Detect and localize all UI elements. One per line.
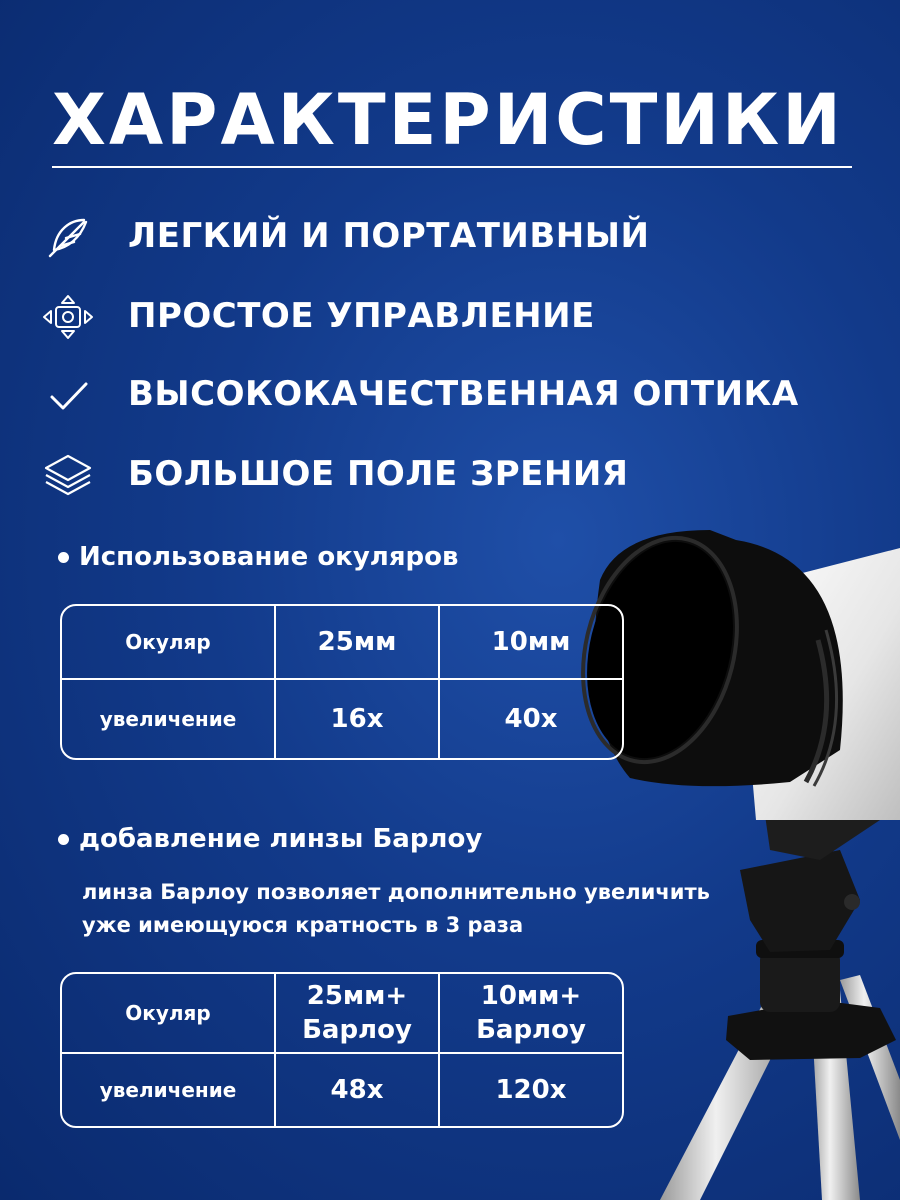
table-cell: Окуляр (62, 974, 276, 1054)
barlow-note (82, 876, 722, 942)
bullet-dot (58, 834, 69, 845)
table-cell: 120x (495, 1075, 567, 1105)
title-divider (52, 166, 852, 168)
table-cell: 48x (276, 1054, 440, 1126)
feature-item-field-of-view (40, 444, 840, 504)
feature-label: ВЫСОКОКАЧЕСТВЕННАЯ ОПТИКА (128, 374, 799, 414)
table-cell: 25мм (276, 606, 440, 680)
feature-label: БОЛЬШОЕ ПОЛЕ ЗРЕНИЯ (128, 454, 629, 494)
feature-label: ПРОСТОЕ УПРАВЛЕНИЕ (128, 296, 595, 336)
eyepiece-section-heading (58, 542, 458, 572)
table-cell: 10мм+ Барлоу (440, 974, 622, 1054)
barlow-table (60, 972, 624, 1128)
feature-item-optics (40, 364, 840, 424)
layers-icon (40, 450, 96, 500)
eyepiece-table (60, 604, 624, 760)
direction-pad-icon (40, 292, 96, 342)
page-title: ХАРАКТЕРИСТИКИ (52, 79, 844, 161)
table-cell: увеличение (62, 1054, 276, 1126)
table-cell: Окуляр (62, 606, 276, 680)
eyepiece-heading-text: Использование окуляров (79, 542, 459, 572)
barlow-note-line: линза Барлоу позволяет дополнительно увеличить (82, 880, 710, 904)
barlow-section-heading (58, 824, 482, 854)
table-cell: 10мм (440, 606, 622, 680)
feather-icon (40, 212, 96, 262)
table-cell: увеличение (62, 680, 276, 758)
table-cell: 40x (504, 704, 558, 734)
bullet-dot (58, 552, 69, 563)
barlow-heading-text: добавление линзы Барлоу (79, 824, 483, 854)
table-cell: 25мм+ Барлоу (276, 974, 440, 1054)
feature-label: ЛЕГКИЙ И ПОРТАТИВНЫЙ (128, 216, 650, 256)
table-cell: 16x (276, 680, 440, 758)
barlow-note-line: уже имеющуюся кратность в 3 раза (82, 913, 524, 937)
feature-item-easy-control (40, 286, 840, 346)
checkmark-icon (40, 370, 96, 420)
feature-item-lightweight (40, 206, 840, 266)
